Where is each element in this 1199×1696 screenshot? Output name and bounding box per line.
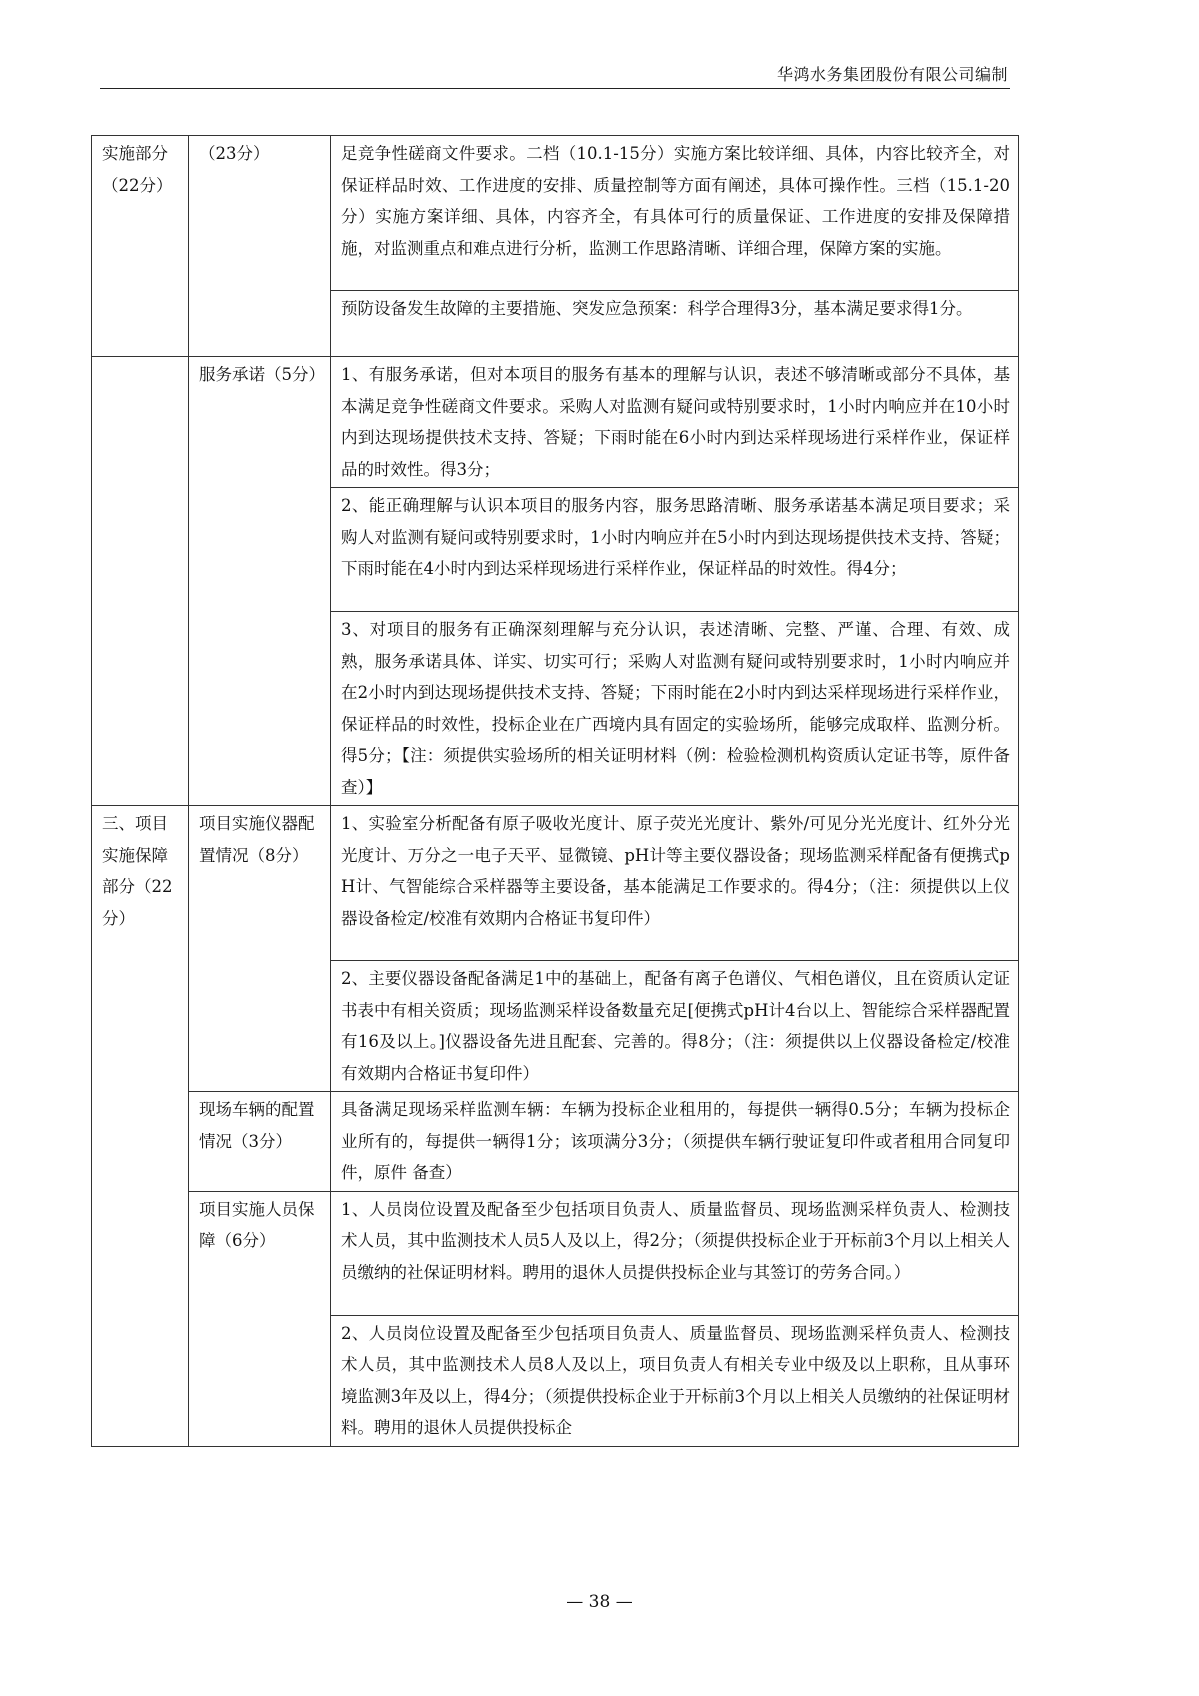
- item-cell-staff: 项目实施人员保障（6分）: [189, 1191, 331, 1446]
- criteria-cell: 足竞争性磋商文件要求。二档（10.1-15分）实施方案比较详细、具体，内容比较齐全，对保证样品时效、工作进度的安排、质量控制等方面有阐述，具体可操作性。三档（15.1-20分）实施方案详细、具体，内容齐全，有具体可行的质量保证、工作进度的安排及保障措施，对监测重点和难点进行分析，监测工作思路清晰、详细合理，保障方案的实施。: [331, 136, 1019, 291]
- criteria-cell: 2、能正确理解与认识本项目的服务内容，服务思路清晰、服务承诺基本满足项目要求；采购人对监测有疑问或特别要求时，1小时内响应并在5小时内到达现场提供技术支持、答疑；下雨时能在4小时内到达采样现场进行采样作业，保证样品的时效性。得4分；: [331, 488, 1019, 612]
- header-company-text: 华鸿水务集团股份有限公司编制: [776, 65, 1008, 84]
- item-cell-service: 服务承诺（5分）: [189, 357, 331, 806]
- table-row: [92, 1092, 1019, 1192]
- section-cell-blank: [92, 357, 189, 806]
- table-row: [92, 136, 1019, 291]
- page-header: [100, 62, 1010, 89]
- criteria-cell: 1、有服务承诺，但对本项目的服务有基本的理解与认识，表述不够清晰或部分不具体，基本满足竞争性磋商文件要求。采购人对监测有疑问或特别要求时，1小时内响应并在10小时内到达现场提供技术支持、答疑；下雨时能在6小时内到达采样现场进行采样作业，保证样品的时效性。得3分；: [331, 357, 1019, 488]
- table-row: [92, 806, 1019, 961]
- criteria-cell: 1、实验室分析配备有原子吸收光度计、原子荧光光度计、紫外/可见分光光度计、红外分光光度计、万分之一电子天平、显微镜、pH计等主要仪器设备；现场监测采样配备有便携式pH计、气智能综合采样器等主要设备，基本能满足工作要求的。得4分；（注：须提供以上仪器设备检定/校准有效期内合格证书复印件）: [331, 806, 1019, 961]
- criteria-cell: 1、人员岗位设置及配备至少包括项目负责人、质量监督员、现场监测采样负责人、检测技术人员，其中监测技术人员5人及以上，得2分；（须提供投标企业于开标前3个月以上相关人员缴纳的社保证明材料。聘用的退休人员提供投标企业与其签订的劳务合同。）: [331, 1191, 1019, 1315]
- section-cell-guarantee: 三、项目实施保障部分（22分）: [92, 806, 189, 1447]
- criteria-cell: 预防设备发生故障的主要措施、突发应急预案：科学合理得3分，基本满足要求得1分。: [331, 291, 1019, 357]
- scoring-table: [91, 135, 1019, 1447]
- table-row: [92, 357, 1019, 488]
- item-cell-vehicle: 现场车辆的配置情况（3分）: [189, 1092, 331, 1192]
- criteria-cell: 具备满足现场采样监测车辆：车辆为投标企业租用的，每提供一辆得0.5分；车辆为投标企业所有的，每提供一辆得1分；该项满分3分；（须提供车辆行驶证复印件或者租用合同复印件，原件 备查）: [331, 1092, 1019, 1192]
- criteria-cell: 2、主要仪器设备配备满足1中的基础上，配备有离子色谱仪、气相色谱仪，且在资质认定证书表中有相关资质；现场监测采样设备数量充足[便携式pH计4台以上、智能综合采样器配置有16及以上。]仪器设备先进且配套、完善的。得8分；（注：须提供以上仪器设备检定/校准有效期内合格证书复印件）: [331, 961, 1019, 1092]
- table-row: [92, 1191, 1019, 1315]
- item-cell-plan: （23分）: [189, 136, 331, 357]
- item-cell-equipment: 项目实施仪器配置情况（8分）: [189, 806, 331, 1092]
- criteria-cell: 2、人员岗位设置及配备至少包括项目负责人、质量监督员、现场监测采样负责人、检测技术人员，其中监测技术人员8人及以上，项目负责人有相关专业中级及以上职称，且从事环境监测3年及以上，得4分；（须提供投标企业于开标前3个月以上相关人员缴纳的社保证明材料。聘用的退休人员提供投标企: [331, 1315, 1019, 1446]
- criteria-cell: 3、对项目的服务有正确深刻理解与充分认识，表述清晰、完整、严谨、合理、有效、成熟，服务承诺具体、详实、切实可行；采购人对监测有疑问或特别要求时，1小时内响应并在2小时内到达现场提供技术支持、答疑；下雨时能在2小时内到达采样现场进行采样作业，保证样品的时效性，投标企业在广西境内具有固定的实验场所，能够完成取样、监测分析。得5分；【注：须提供实验场所的相关证明材料（例：检验检测机构资质认定证书等，原件备查）】: [331, 612, 1019, 806]
- page-number: — 38 —: [566, 1592, 633, 1612]
- section-cell-implementation: 实施部分（22分）: [92, 136, 189, 357]
